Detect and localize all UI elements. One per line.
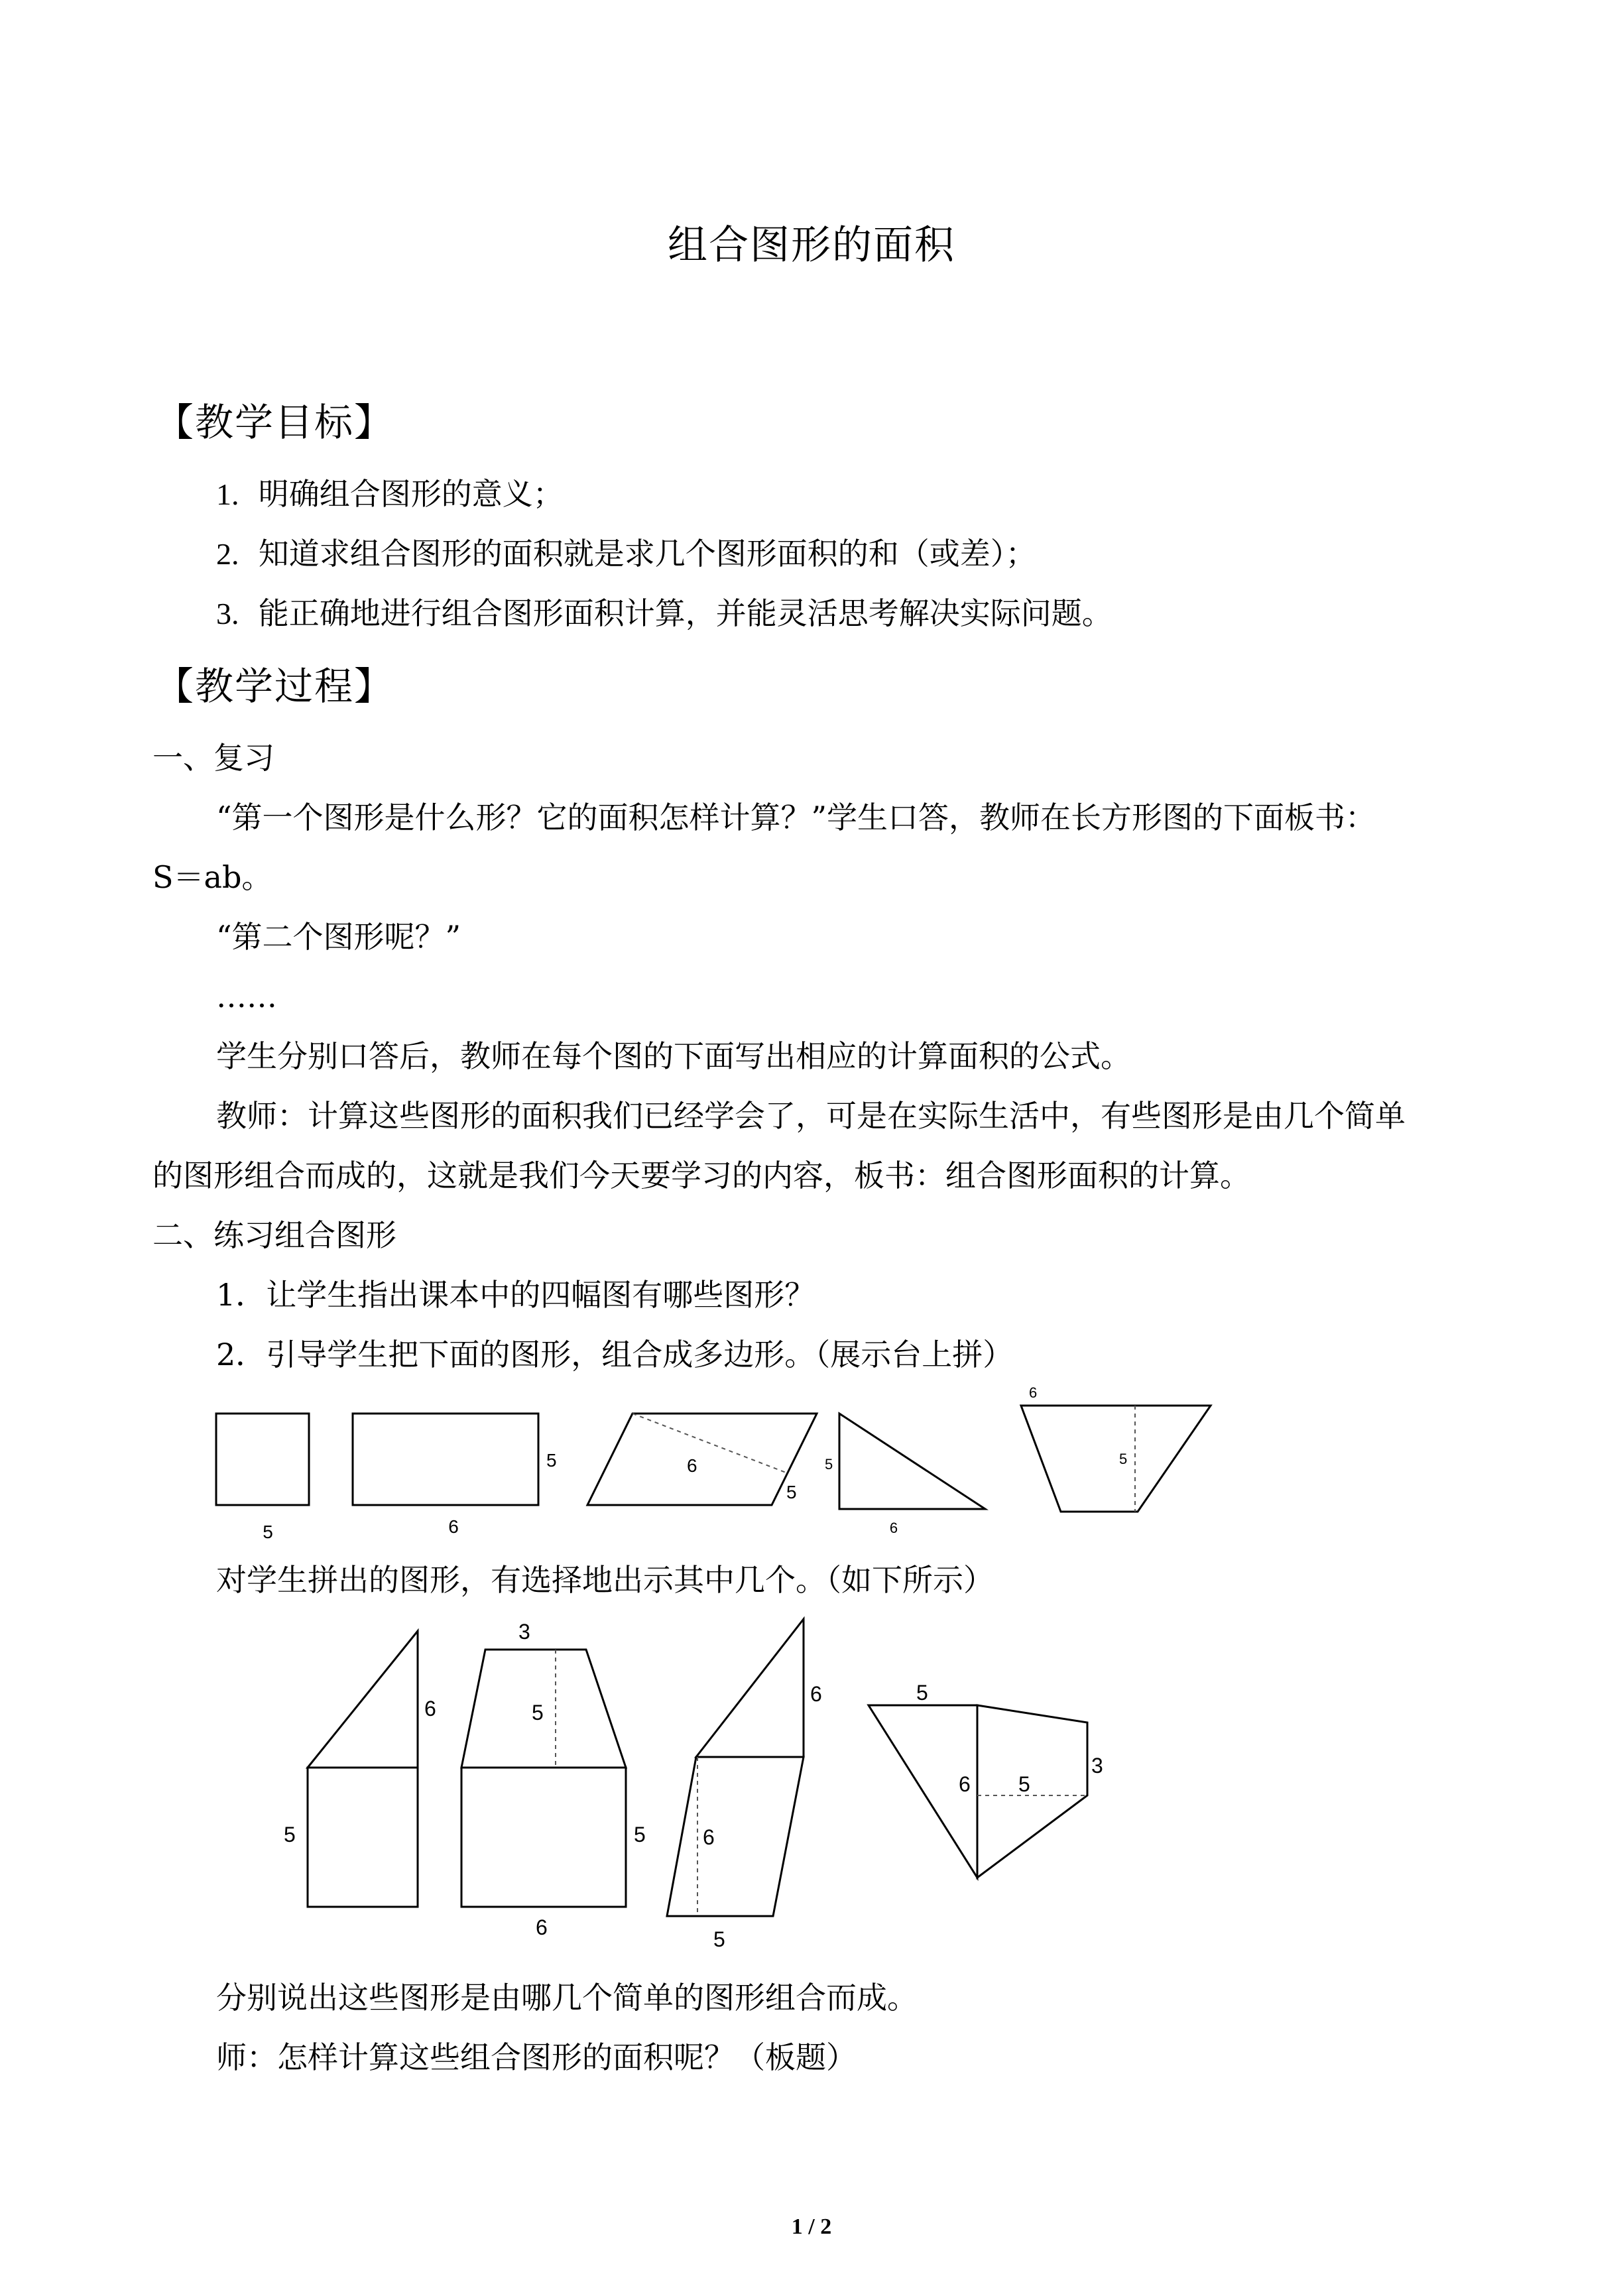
rect-width-label: 6 [448,1516,459,1537]
page-number: 1 / 2 [791,2214,832,2239]
rect-height-label: 5 [546,1450,557,1471]
fig3-parallelogram [667,1757,804,1916]
paragraph: 2．引导学生把下面的图形，组合成多边形。（展示台上拼） [216,1337,1014,1372]
page-title: 组合图形的面积 [668,222,955,269]
fig1-triangle [308,1631,418,1768]
goal-number: 1. [216,477,239,511]
tri-height-label: 5 [825,1456,833,1473]
fig2-base-label: 6 [536,1915,548,1939]
trap-top-label: 6 [1029,1384,1038,1401]
fig2-top-label: 3 [518,1620,530,1644]
fig3-para-height-label: 6 [703,1825,715,1849]
fig4-mid-label: 6 [959,1772,971,1796]
paragraph: 的图形组合而成的，这就是我们今天要学习的内容，板书：组合图形面积的计算。 [152,1158,1250,1193]
paragraph: 教师：计算这些图形的面积我们已经学会了，可是在实际生活中，有些图形是由几个简单 [216,1098,1406,1134]
fig2-trap-height-label: 5 [532,1701,544,1724]
paragraph: …… [216,979,277,1014]
fig1-side-label: 5 [284,1823,296,1846]
section-heading-process: 【教学过程】 [155,664,394,709]
paragraph: 分别说出这些图形是由哪几个简单的图形组合而成。 [216,1980,918,2016]
tri-base-label: 6 [889,1520,898,1536]
fig3-triangle [696,1619,804,1757]
goal-text: 知道求组合图形的面积就是求几个图形面积的和（或差）； [258,536,1036,572]
fig4-trapezoid [977,1705,1087,1878]
combined-figures [0,1604,1623,1963]
paragraph: S＝ab。 [152,859,272,895]
paragraph: “第一个图形是什么形？它的面积怎样计算？”学生口答，教师在长方形图的下面板书： [216,800,1376,835]
parallelogram-height-line [632,1414,788,1473]
fig1-square [308,1768,418,1907]
paragraph: 对学生拼出的图形，有选择地出示其中几个。（如下所示） [216,1562,994,1598]
fig2-rect-height-label: 5 [634,1823,646,1846]
basic-figures [0,1379,1623,1551]
fig4-right-label: 3 [1091,1754,1103,1778]
goal-number: 2. [216,537,239,571]
goal-text: 能正确地进行组合图形面积计算，并能灵活思考解决实际问题。 [258,595,1112,631]
fig4-top-label: 5 [916,1681,928,1705]
trapezoid-figure [1021,1406,1211,1512]
goal-text: 明确组合图形的意义； [258,476,564,512]
fig3-tri-height-label: 6 [810,1682,822,1706]
triangle-figure [839,1414,985,1509]
para-diag-label: 6 [687,1455,697,1476]
rectangle-figure [353,1414,538,1505]
part1-heading: 一、复习 [152,740,274,776]
fig2-trapezoid [461,1650,626,1768]
part2-heading: 二、练习组合图形 [152,1217,396,1253]
trap-height-label: 5 [1119,1451,1128,1467]
paragraph: 学生分别口答后，教师在每个图的下面写出相应的计算面积的公式。 [216,1038,1131,1074]
goal-item-2 [216,536,1036,572]
fig1-tri-height-label: 6 [424,1697,436,1721]
fig3-base-label: 5 [713,1927,725,1951]
paragraph: 1．让学生指出课本中的四幅图有哪些图形？ [216,1277,815,1313]
paragraph: 师：怎样计算这些组合图形的面积呢？（板题） [216,2039,857,2075]
square-side-label: 5 [263,1522,273,1542]
goal-item-1 [216,476,564,513]
goal-item-3 [216,595,1112,632]
section-heading-goals: 【教学目标】 [155,400,394,445]
para-side-label: 5 [786,1482,797,1502]
fig2-rectangle [461,1768,626,1907]
fig4-trap-height-label: 5 [1018,1772,1030,1796]
goal-number: 3. [216,597,239,631]
paragraph: “第二个图形呢？” [216,919,461,955]
parallelogram-figure [587,1414,817,1505]
square-figure [216,1414,309,1505]
